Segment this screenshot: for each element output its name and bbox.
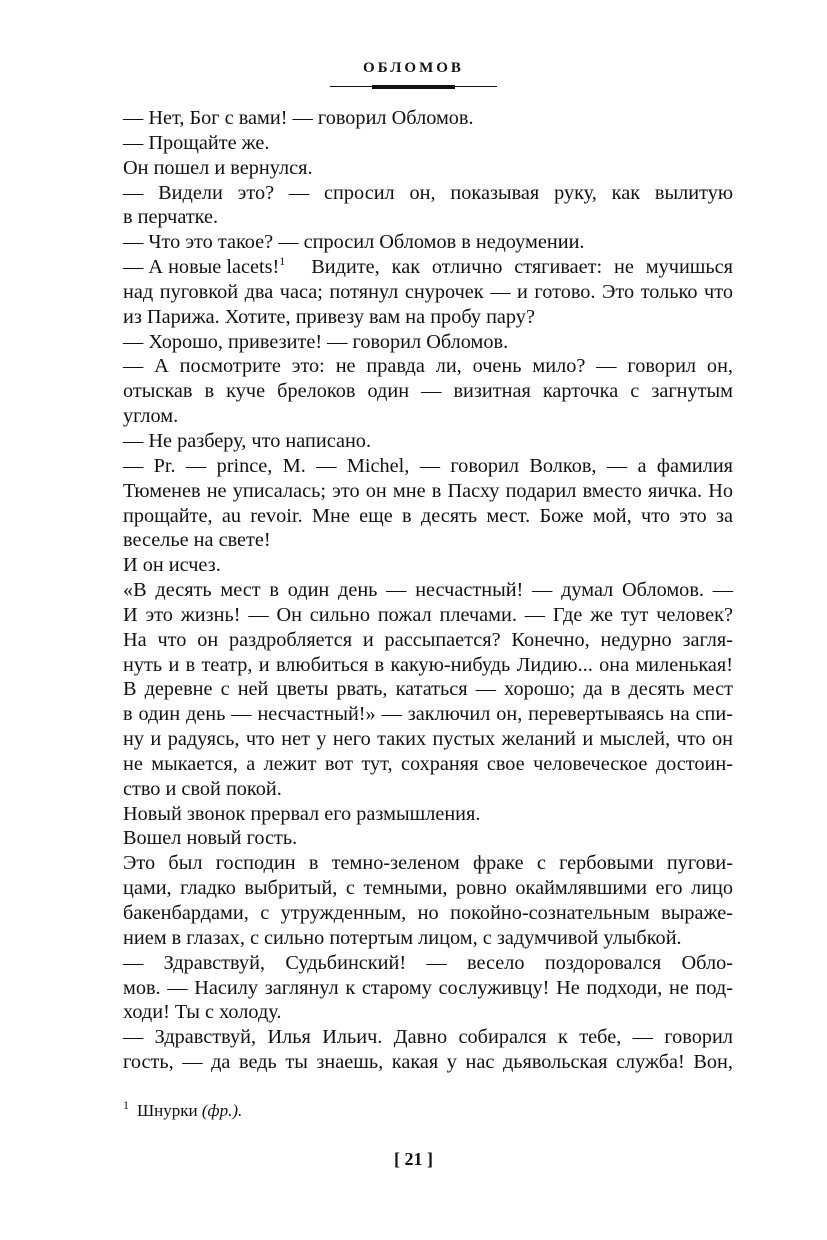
paragraph — [103, 802, 733, 827]
paragraph — [103, 181, 733, 231]
paragraph — [103, 951, 733, 1026]
paragraph — [103, 330, 733, 355]
text-line: в один день — несчастный!» — заключил он, перевертываясь на спи- — [123, 703, 733, 726]
text-line: нием в глазах, с сильно потертым лицом, с задумчивой улыбкой. — [123, 926, 682, 949]
text-line: — Видели это? — спросил он, показывая руку, как вылитую — [123, 181, 733, 204]
paragraph — [103, 553, 733, 578]
header-rule-ornament — [372, 85, 455, 89]
text-line: «В десять мест в один день — несчастный! — думал Обломов. — — [123, 579, 733, 602]
body-text — [103, 106, 733, 1075]
text-line: В деревне с ней цветы рвать, кататься — хорошо; да в десять мест — [123, 678, 733, 701]
text-line: Вошел новый гость. — [123, 827, 298, 850]
paragraph — [103, 826, 733, 851]
text-line: ходи! Ты с холоду. — [123, 1001, 282, 1024]
text-line: — Pr. — prince, M. — Michel, — говорил Волков, — а фамилия — [123, 454, 733, 477]
text-line: — Не разберу, что написано. — [123, 429, 372, 452]
paragraph — [103, 851, 733, 950]
text-line: На что он раздробляется и рассыпается? Конечно, недурно загля- — [123, 628, 733, 651]
text-line: — Нет, Бог с вами! — говорил Обломов. — [123, 107, 474, 129]
text-line: не мыкается, а лежит вот тут, сохраняя свое человеческое достоин- — [123, 752, 733, 775]
text-line: — Что это такое? — спросил Обломов в недоумении. — [123, 231, 585, 254]
paragraph — [103, 454, 733, 553]
text-line: веселье на свете! — [123, 529, 271, 552]
text-line: ство и свой покой. — [123, 777, 282, 800]
text-line: над пуговкой два часа; потянул снурочек — и готово. Это только что — [123, 280, 733, 303]
paragraph — [103, 255, 733, 330]
text-line: — Здравствуй, Судьбинский! — весело поздоровался Обло- — [123, 951, 733, 974]
paragraph — [103, 429, 733, 454]
text-fragment: Видите, как отлично стягивает: не мучишься — [311, 256, 733, 279]
paragraph — [103, 578, 733, 802]
text-line: ну и радуясь, что нет у него таких пустых желаний и мыслей, что он — [123, 728, 733, 751]
footnote-mark: 1 — [123, 1098, 129, 1113]
text-line: — Прощайте же. — [123, 131, 270, 154]
text-line: мов. — Насилу заглянул к старому сослуживцу! Не подходи, не под- — [123, 976, 733, 999]
text-segment — [103, 255, 285, 280]
text-line: — А посмотрите это: не правда ли, очень мило? — говорил он, — [123, 355, 733, 378]
paragraph — [103, 106, 733, 131]
text-line: И он исчез. — [123, 554, 221, 577]
text-line: Это был господин в темно-зеленом фраке с гербовыми пугови- — [123, 852, 733, 875]
text-line: цами, гладко выбритый, с темными, ровно окаймлявшими его лицо — [123, 877, 733, 900]
text-line: в перчатке. — [123, 206, 219, 229]
text-line: отыскав в куче брелоков один — визитная карточка с загнутым — [123, 380, 733, 403]
text-line — [103, 255, 733, 280]
text-line: — Хорошо, привезите! — говорил Обломов. — [123, 330, 509, 353]
paragraph — [103, 156, 733, 181]
text-line: прощайте, au revoir. Мне еще в десять мест. Боже мой, что это за — [123, 504, 733, 527]
paragraph — [103, 1025, 733, 1075]
footnote — [123, 1098, 243, 1121]
text-line: Он пошел и вернулся. — [123, 156, 313, 179]
text-line: углом. — [123, 405, 179, 428]
running-head: ОБЛОМОВ — [363, 60, 464, 76]
text-line: гость, — да ведь ты знаешь, какая у нас дьявольская служба! Вон, — [123, 1051, 733, 1074]
text-line: из Парижа. Хотите, привезу вам на пробу пару? — [123, 305, 535, 328]
paragraph — [103, 230, 733, 255]
footnote-text: Шнурки — [137, 1101, 198, 1120]
footnote-ref: 1 — [279, 254, 286, 269]
paragraph — [103, 354, 733, 429]
footnote-language: (фр.). — [201, 1101, 243, 1120]
paragraph — [103, 131, 733, 156]
page-number: [ 21 ] — [394, 1149, 433, 1169]
text-fragment: — А новые lacets! — [123, 256, 280, 279]
text-line: И это жизнь! — Он сильно пожал плечами. — Где же тут человек? — [123, 603, 733, 626]
text-line: бакенбардами, с утружденным, но покойно-сознательным выраже- — [123, 902, 733, 924]
text-line: Тюменев не уписалась; это он мне в Пасху подарил вместо яичка. Но — [123, 479, 733, 502]
text-line: Новый звонок прервал его размышления. — [123, 802, 481, 825]
text-line: — Здравствуй, Илья Ильич. Давно собирался к тебе, — говорил — [123, 1026, 733, 1049]
text-line: нуть и в театр, и влюбиться в какую-нибудь Лидию... она миленькая! — [123, 653, 733, 676]
